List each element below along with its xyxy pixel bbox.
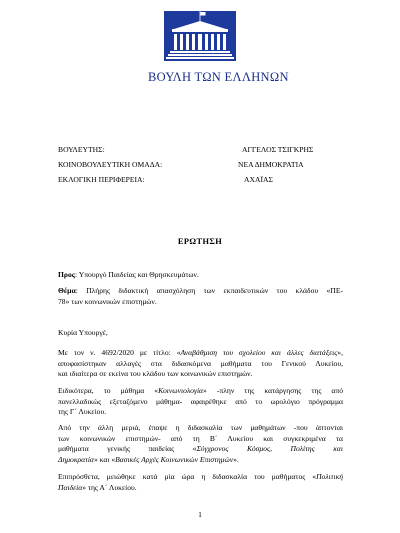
- parliament-building-logo: [160, 5, 240, 65]
- page-number: 1: [198, 510, 202, 519]
- paragraph-2: Ειδικότερα, το μάθημα «Κοινωνιολογία» -πλην της κατάργησης της από πανελλαδικώς εξεταζόμενο μάθημα- αφαιρέθηκε από το ωρολόγιο πρόγραμμα της Γ΄ Λυκείου.: [58, 386, 343, 417]
- party-label: ΚΟΙΝΟΒΟΥΛΕΥΤΙΚΗ ΟΜΑΔΑ:: [58, 160, 163, 169]
- subject-paragraph: [58, 286, 343, 307]
- subject-label: Θέμα: [58, 286, 76, 295]
- constituency-label: ΕΚΛΟΓΙΚΗ ΠΕΡΙΦΕΡΕΙΑ:: [58, 175, 145, 184]
- party-value: ΝΕΑ ΔΗΜΟΚΡΑΤΙΑ: [238, 160, 304, 169]
- subject-line-1: : Πλήρης διδακτική απασχόληση των εκπαιδευτικών του κλάδου «ΠΕ-: [75, 286, 343, 295]
- recipient-label: Προς: [58, 270, 75, 279]
- paragraph-4: Επιπρόσθετα, μειώθηκε κατά μία ώρα η διδασκαλία του μαθήματος «Πολιτική Παιδεία» της Α΄ Λυκείου.: [58, 472, 343, 492]
- recipient-line: [58, 270, 343, 281]
- mp-label: ΒΟΥΛΕΥΤΗΣ:: [58, 145, 105, 154]
- paragraph-3: Από την άλλη μεριά, έπαψε η διδασκαλία των μαθημάτων -που άπτονται των κοινωνικών επιστημών- από τη Β΄ Λυκείου και συγκεκριμένα τα μαθήματα γενικής παιδείας «Σύγχρονος Κόσμος, Πολίτης και Δημοκρατία» και «Βασικές Αρχές Κοινωνικών Επιστημών».: [58, 423, 343, 464]
- recipient-text: : Υπουργό Παιδείας και Θρησκευμάτων.: [74, 270, 199, 279]
- mp-value: ΑΓΓΕΛΟΣ ΤΣΙΓΚΡΗΣ: [242, 145, 314, 154]
- subject-line-2: 78» των κοινωνικών επιστημών.: [58, 296, 157, 306]
- document-heading: ΕΡΩΤΗΣΗ: [177, 237, 223, 246]
- constituency-value: ΑΧΑΪΑΣ: [244, 175, 273, 184]
- parliament-logo-text: ΒΟΥΛΗ ΤΩΝ ΕΛΛΗΝΩΝ: [148, 70, 289, 84]
- paragraph-1: Με τον ν. 4692/2020 με τίτλο: «Αναβάθμιση του σχολείου και άλλες διατάξεις», αποφασίστηκαν αλλαγές στα διδασκόμενα μαθήματα του Γενικού Λυκείου, και ιδιαίτερα σε εκείνα του κλάδου των κοινωνικών επιστημών.: [58, 348, 343, 379]
- salutation: Κυρία Υπουργέ,: [58, 328, 108, 337]
